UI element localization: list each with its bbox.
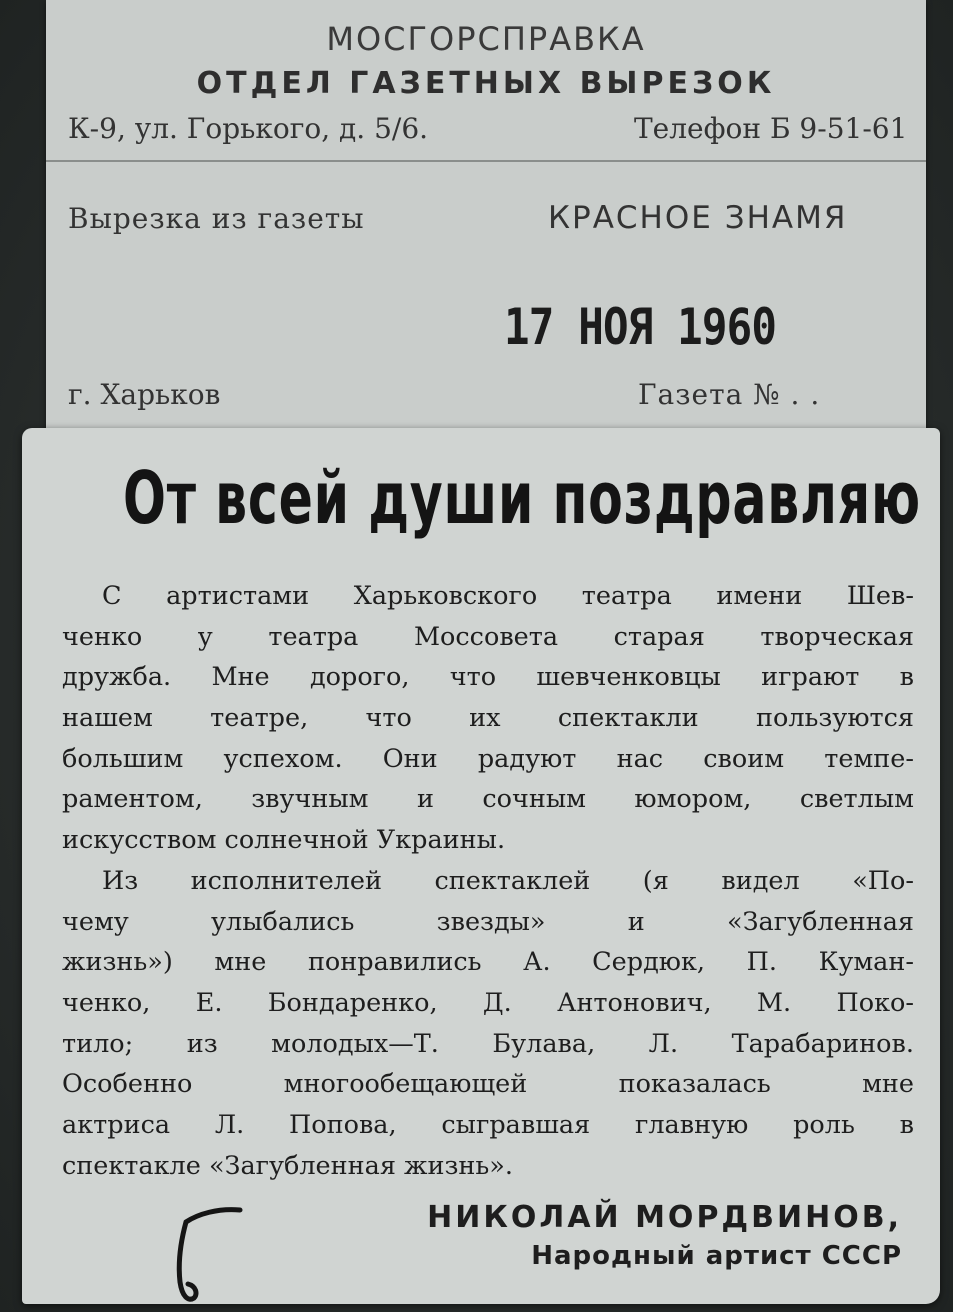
org-address: К-9, ул. Горького, д. 5/6. <box>68 112 429 145</box>
article-line: большим успехом. Они радуют нас своим темпе- <box>62 743 914 774</box>
article-line: ченко у театра Моссовета старая творческая <box>62 621 914 652</box>
form-divider <box>46 160 926 162</box>
article-line: Из исполнителей спектаклей (я видел «По- <box>102 865 914 896</box>
org-phone: Телефон Б 9-51-61 <box>634 112 908 145</box>
article-line: ченко, Е. Бондаренко, Д. Антонович, М. Поко- <box>62 987 914 1018</box>
article-title: От всей души поздравляю <box>122 456 921 540</box>
date-stamp: 17 НОЯ 1960 <box>504 298 777 356</box>
article-signature <box>427 1200 902 1271</box>
city-label: г. Харьков <box>68 378 221 411</box>
article-line: Особенно многообещающей показалась мне <box>62 1069 914 1100</box>
article-line: жизнь») мне понравились А. Сердюк, П. Куман- <box>62 947 914 978</box>
newspaper-name: КРАСНОЕ ЗНАМЯ <box>548 200 848 236</box>
article-line: спектакле «Загубленная жизнь». <box>62 1150 513 1181</box>
article-line: искусством солнечной Украины. <box>62 825 506 856</box>
article-body <box>62 576 914 1186</box>
handwritten-mark <box>158 1204 248 1304</box>
article-line: тило; из молодых—Т. Булава, Л. Тарабаринов. <box>62 1028 914 1059</box>
department-name: ОТДЕЛ ГАЗЕТНЫХ ВЫРЕЗОК <box>196 66 776 101</box>
article-line: дружба. Мне дорого, что шевченковцы играют в <box>62 662 914 693</box>
mosgorspravka-form-card <box>46 0 926 440</box>
article-line: актриса Л. Попова, сыгравшая главную роль в <box>62 1109 914 1140</box>
article-line: раментом, звучным и сочным юмором, светлым <box>62 784 914 815</box>
author-title: Народный артист СССР <box>531 1241 902 1271</box>
article-line: нашем театре, что их спектакли пользуются <box>62 703 914 734</box>
newspaper-clipping <box>22 428 940 1304</box>
issue-number-label: Газета № . . <box>638 378 821 411</box>
article-line: С артистами Харьковского театра имени Шев- <box>102 581 914 611</box>
author-name: НИКОЛАЙ МОРДВИНОВ, <box>427 1200 902 1235</box>
org-name: МОСГОРСПРАВКА <box>326 20 646 58</box>
clipping-label: Вырезка из газеты <box>68 202 365 235</box>
article-line: чему улыбались звезды» и «Загубленная <box>62 906 914 937</box>
